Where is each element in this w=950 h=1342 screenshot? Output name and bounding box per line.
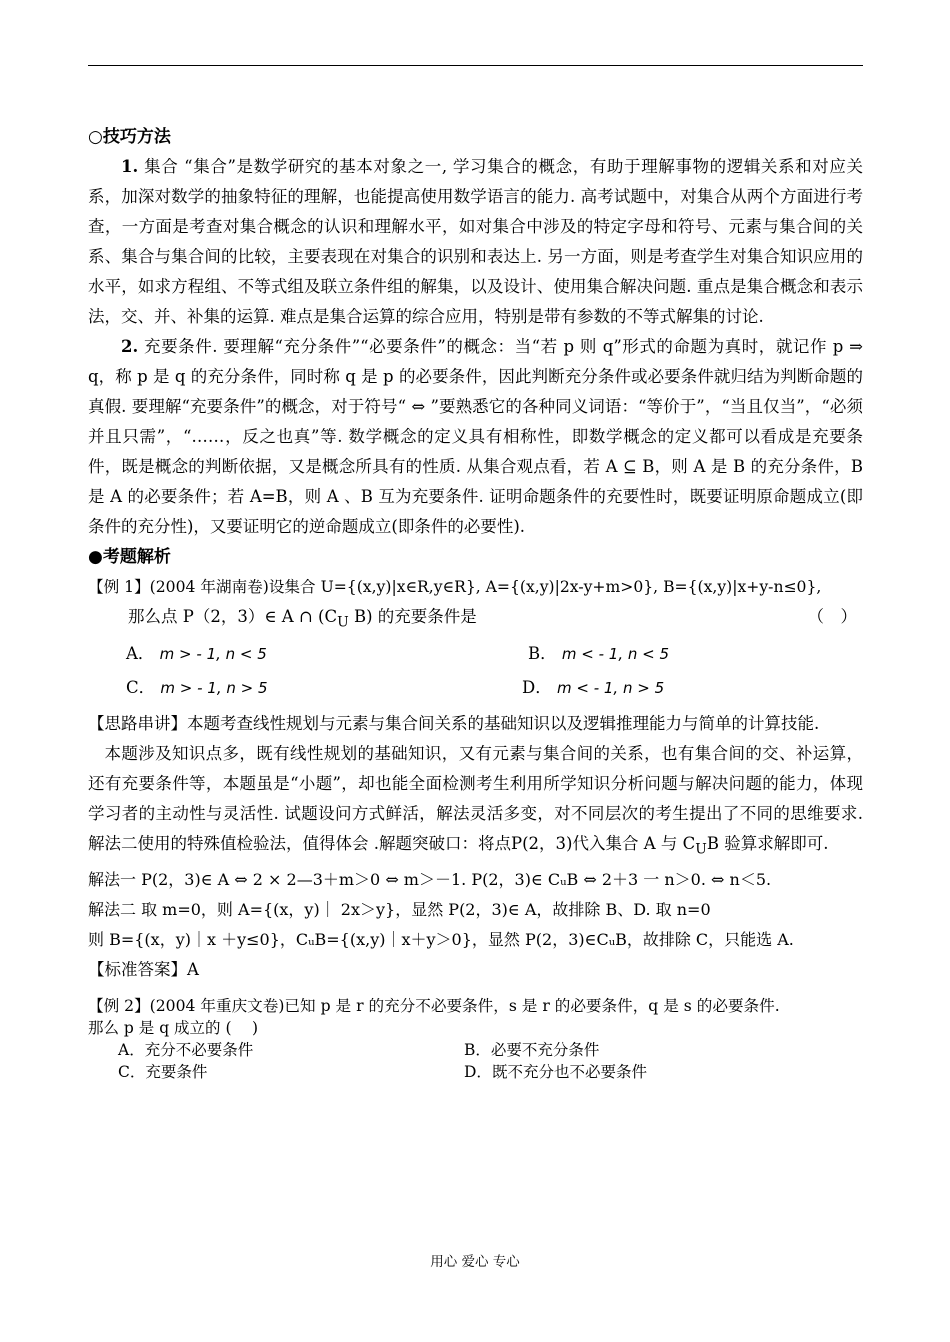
solution-2: 解法二 取 m=0，则 A={(x，y)｜ 2x＞y}，显然 P(2，3)∈ A，故排除 B、D. 取 n=0 xyxy=(88,899,711,919)
option-label: B． xyxy=(528,644,557,664)
example-1-stem-cont xyxy=(88,602,863,637)
option-label: A． xyxy=(126,644,155,664)
option-label: B． xyxy=(464,1040,491,1059)
option-text: 充分不必要条件 xyxy=(144,1040,254,1059)
stem-text-end: B) 的充要条件是 xyxy=(348,607,477,626)
example-2-options-row-1 xyxy=(88,1039,863,1061)
option-a xyxy=(118,1039,253,1061)
standard-answer: 【标准答案】A xyxy=(88,959,199,979)
option-b xyxy=(464,1039,599,1061)
option-b xyxy=(528,637,669,671)
paragraph-number: 2. xyxy=(121,337,139,356)
option-c xyxy=(126,671,268,705)
solution-2-cont: 则 B={(x，y)｜x ＋y≤0}，CᵤB={(x,y)｜x＋y＞0}，显然 P(2，3)∈CᵤB，故排除 C，只能选 A. xyxy=(88,929,794,949)
paragraph-number: 1. xyxy=(121,157,139,176)
option-text: m > - 1, n > 5 xyxy=(160,679,268,698)
option-label: A． xyxy=(118,1040,145,1059)
page-footer: 用心 爱心 专心 xyxy=(430,1254,520,1270)
section-title-analysis: ●考题解析 xyxy=(88,547,171,567)
analysis-text-end: B 验算求解即可. xyxy=(706,834,829,854)
analysis-text: 本题涉及知识点多，既有线性规划的基础知识，又有元素与集合间的关系，也有集合间的交、补运算，还有充要条件等，本题虽是“小题”，却也能全面检测考生利用所学知识分析问题与解决问题的能力，体现学习者的主动性与灵活性. 试题设问方式鲜活，解法灵活多变，对不同层次的考生提出了不同的思维要求. 解法二使用的特殊值检验法，值得体会 .解题突破口：将点P(2，3)代入集合 A 与 C xyxy=(88,744,863,854)
example-2-options-row-2 xyxy=(88,1061,863,1083)
option-label: D． xyxy=(522,678,552,698)
example-1-stem: 【例 1】(2004 年湖南卷)设集合 U={(x,y)|x∈R,y∈R}, A={(x,y)|2x-y+m>0}, B={(x,y)|x+y-n≤0}, xyxy=(88,578,822,596)
option-label: D． xyxy=(464,1062,492,1081)
solution-1: 解法一 P(2，3)∈ A ⇔ 2 × 2—3＋m＞0 ⇔ m＞－1. P(2，3)∈ CᵤB ⇔ 2＋3 一 n＞0. ⇔ n＜5. xyxy=(88,869,772,889)
option-label: C． xyxy=(126,678,156,698)
option-c xyxy=(118,1061,207,1083)
analysis-detail xyxy=(88,739,863,864)
stem-text: 那么点 P（2，3）∈ A ∩ (C xyxy=(128,607,338,626)
example-1-options-row-1 xyxy=(88,637,863,671)
example-1-options-row-2 xyxy=(88,671,863,705)
option-d xyxy=(464,1061,647,1083)
option-text: m < - 1, n < 5 xyxy=(561,645,670,664)
paragraph-sets xyxy=(88,152,863,332)
example-2-stem: 【例 2】(2004 年重庆文卷)已知 p 是 r 的充分不必要条件，s 是 r 的必要条件，q 是 s 的必要条件. xyxy=(88,996,780,1015)
stem-subscript: U xyxy=(337,614,349,631)
analysis-summary: 【思路串讲】本题考查线性规划与元素与集合间关系的基础知识以及逻辑推理能力与简单的计算技能. xyxy=(88,714,820,734)
option-text: 充要条件 xyxy=(145,1062,208,1081)
analysis-subscript: U xyxy=(695,841,707,858)
header-rule xyxy=(88,65,863,66)
paragraph-text: 集合 “集合”是数学研究的基本对象之一, 学习集合的概念，有助于理解事物的逻辑关系和对应关系，加深对数学的抽象特征的理解，也能提高使用数学语言的能力. 高考试题中，对集合从两个方面进行考查，一方面是考查对集合概念的认识和理解水平，如对集合中涉及的特定字母和符号、元素与集合间的关系、集合与集合间的比较，主要表现在对集合的识别和表达上. 另一方面，则是考查学生对集合知识应用的水平，如求方程组、不等式组及联立条件组的解集，以及设计、使用集合解决问题. 重点是集合概念和表示法，交、并、补集的运算. 难点是集合运算的综合应用，特别是带有参数的不等式解集的讨论. xyxy=(88,157,863,326)
answer-paren: （ ） xyxy=(807,607,857,626)
example-2-stem-cont: 那么 p 是 q 成立的 ( ) xyxy=(88,1018,259,1037)
document-body xyxy=(88,122,863,1083)
option-text: m < - 1, n > 5 xyxy=(556,679,665,698)
option-text: 既不充分也不必要条件 xyxy=(491,1062,647,1081)
paragraph-text: 充要条件. 要理解“充分条件”“必要条件”的概念：当“若 p 则 q”形式的命题为真时，就记作 p ⇒ q，称 p 是 q 的充分条件，同时称 q 是 p 的必要条件，因此判断充分条件或必要条件就归结为判断命题的真假. 要理解“充要条件”的概念，对于符号“ ⇔ ”要熟悉它的各种同义词语：“等价于”，“当且仅当”，“必须并且只需”，“……，反之也真”等. 数学概念的定义具有相称性，即数学概念的定义都可以看成是充要条件，既是概念的判断依据，又是概念所具有的性质. 从集合观点看，若 A ⊆ B，则 A 是 B 的充分条件，B 是 A 的必要条件；若 A=B，则 A 、B 互为充要条件. 证明命题条件的充要性时，既要证明原命题成立(即条件的充分性)，又要证明它的逆命题成立(即条件的必要性). xyxy=(88,337,863,536)
option-label: C． xyxy=(118,1062,146,1081)
option-text: m > - 1, n < 5 xyxy=(159,645,267,664)
option-a xyxy=(126,637,267,671)
option-text: 必要不充分条件 xyxy=(490,1040,600,1059)
section-title-techniques: ○技巧方法 xyxy=(88,127,171,147)
option-d xyxy=(522,671,664,705)
paragraph-conditions xyxy=(88,332,863,542)
